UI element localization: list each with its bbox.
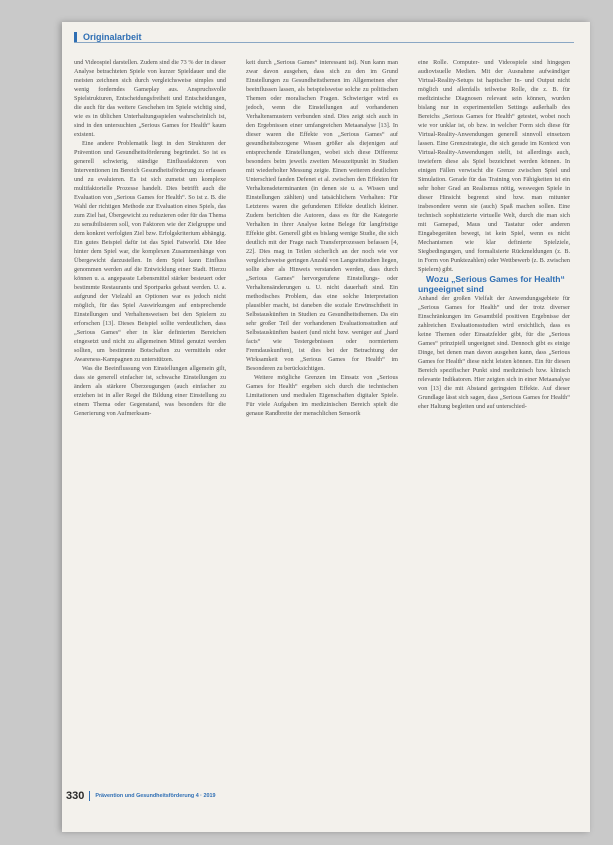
section-heading: Wozu „Serious Games for Health“ ungeeignet sind [418, 274, 565, 294]
header-rule [74, 42, 574, 43]
journal-citation: Prävention und Gesundheitsförderung 4 · 2019 [95, 793, 216, 799]
text-column-3 [418, 58, 570, 411]
journal-page [62, 22, 590, 832]
paragraph: Was die Beeinflussung von Einstellungen allgemein gilt, dass sie generell einfacher ist, schwache Einstellungen zu ändern als stärkere Überzeugungen (auch einfacher zu erziehen ist in aller Regel die Bildung einer Einstellung zu einem Thema oder Gegenstand, was besonders für die Generierung von Aufmerksam- [74, 365, 226, 417]
text-column-1 [74, 58, 226, 418]
text-column-2 [246, 58, 398, 418]
page-number: 330 [66, 790, 85, 802]
paragraph: keit durch „Serious Games“ interessant ist). Nun kann man zwar davon ausgehen, dass sich zu den im Grund Einstellungen zu Gesundheitsthemen im Allgemeinen eher beeinflussen lassen, als beispielsweise solche zu politischen Themen oder moralischen Fragen. Schwieriger wird es jedoch, wenn die Einstellungen auf vorhandenen Verhaltensmustern verbunden sind. Dies zeigt sich auch in den Ergebnissen einer umfangreichen Metaanalyse [13]. In dieser waren die Effekte von „Serious Games“ auf gesundheitsbezogene Wissen größer als diejenigen auf entsprechende Einstellungen, wobei sich diese Differenz besonders beim jeweils zweiten Messzeitpunkt in Studien mit wiederholter Messung zeigte. Einen weiteren deutlichen Unterschied fanden Defenet et al. zwischen den Effekten für Verhaltensdeterminanten (in denen sie u. a. Wissen und Einstellungen zählten) und tatsächlichem Verhalten: Für Letzteres waren die gefundenen Effekte deutlich kleiner. Zudem berichten die Autoren, dass es für die Kategorie Verhalten in ihrer Analyse keine Belege für langfristige Effekte gibt. Generell gibt es bislang wenige Studie, die sich deutlich mit der Frage nach Transferprozessen befassen [4, 22]. Dies mag in Teilen sicherlich an der noch wie vor vergleichsweise geringen Anzahl von Langzeitstudien liegen, sollte aber als Hinweis verstanden werden, dass durch „Serious Games“ hervorgerufene Einstellungs- oder Verhaltensänderungen u. U. nicht dauerhaft sind. Ein methodisches Problem, das eine solche Interpretation plausibler macht, ist daneben die soziale Erwünschtheit in Selbstauskünften in Studien zu Gesundheitsthemen. Da ein sehr großer Teil der vorhandenen Evaluationsstudien auf Selbstauskünften basiert (und nicht bzw. weniger auf „hard facts“ wie Testergebnissen oder normiertem Fremdauskunften), ist dies bei der Betrachtung der Wirksamkeit von „Serious Games for Health“ im Besonderen zu berücksichtigen. [246, 59, 398, 372]
paragraph: Eine andere Problematik liegt in den Strukturen der Prävention und Gesundheitsförderung begründet. So ist es generell schwierig, ständige Einflussfaktoren von Interventionen im Bereich Gesundheitsförderung zu erfassen und zu evaluieren. Es ist sich zumeist um komplexe multifaktorielle Prozesse handelt. Dies betrifft auch die Evaluation von „Serious Games for Health“. So ist z. B. die Wahl der richtigen Methode zur Evaluation eines Spiels, das zum Ziel hat, Übergewicht zu reduzieren oder für das Thema zu sensibilisieren soll, von Faktoren wie der Zielgruppe und dem konkret verfolgten Ziel bzw. Erfolgskriterium abhängig. Ein gutes Beispiel dafür ist das Spiel Fatworld. Die Idee hinter dem Spiel war, die komplexen Zusammenhänge von Übergewicht darzustellen. In dem Spiel kann Einfluss genommen werden auf die Entwicklung einer Stadt. Hierzu können u. a. angepasste Lebensmittel stärker besteuert oder bestimmte Restaurants und Sportparks gebaut werden. U. a. aufgrund der Vielzahl an Optionen war es jedoch nicht möglich, für das Spiel Auswirkungen auf entsprechende Einstellungen und Verhaltensweisen bei den Spielern zu erforschen [13]. Dieses Beispiel sollte verdeutlichen, dass „Serious Games“ eher in klar definierten Bereichen eingesetzt und nicht zu allgemeinen Mittel genutzt werden sollten, um bestimmte Botschaften zu vermitteln oder Awareness-Kampagnen zu unterstützen. [74, 140, 226, 363]
page-footer [66, 790, 215, 802]
paragraph: Weitere mögliche Grenzen im Einsatz von „Serious Games for Health“ ergeben sich durch die technischen Limitationen und medialen Eigenschaften digitaler Spiele. Für viele Aufgaben im medizinischen Bereich spielt die genaue Randbreite der menschlichen Sensorik [246, 374, 398, 417]
paragraph: und Videospiel darstellen. Zudem sind die 73 % der in dieser Analyse betrachteten Spiele von kurzer Spieldauer und die meisten zeichnen sich durch vergleichsweise simples und wenig forderndes Gameplay aus. Anspruchsvolle Spielstrukturen, Entscheidungsfreiheit und Entscheidungen, die auch für das weitere Geschehen im Spiele wichtig sind, wie es in üblichen Unterhaltungsspielen wahrscheinlich ist, sind in den untersuchten „Serious Games for Health“ kaum existent. [74, 59, 226, 138]
footer-divider [89, 791, 90, 801]
paragraph: eine Rolle. Computer- und Videospiele sind hingegen audiovisuelle Medien. Mit der Ausnahme aufwändiger Virtual-Reality-Setups ist haptischer In- und Output nicht möglich und allenfalls teilweise Rolle, die z. B. für medizinische Diagnosen relevant sein können, wurden bislang nur in experimentellen Settings außerhalb des Bereichs „Serious Games for Health“ getestet, wobei noch wie vor unklar ist, ob bzw. in welcher Form sich diese für Virtual-Reality-Anwendungen generell sinnvoll einsetzen lassen. Eine Grenzstrategie, die sich gerade im Kontext von Virtual-Reality-Anwendungen stellt, ist allerdings auch, inwiefern diese als Spiel bezeichnet werden können. In einigen Fällen verwischt die Grenze zwischen Spiel und Simulation. Gerade für das Training von Fähigkeiten ist ein sehr hoher Grad an Realismus nötig, weswegen Spiele in dieser Hinsicht begrenzt sind bzw. man mitunter insbesondere wenn sie (auch) Spaß machen sollen. Eine technisch sophistizierte virtuelle Welt, durch die man sich mit Gamepad, Maus und Tastatur oder anderen Eingabegeräten bewegt, ist kein Spiel, wenn es nicht Mechanismen wie klar definierte Spielziele, Siegbedingungen, und formalisierte Rückmeldungen (z. B. in Form von Punktezahlen) oder Wettbewerb (z. B. zwischen Spielern) gibt. [418, 59, 570, 273]
section-label: Originalarbeit [74, 32, 146, 42]
paragraph: Anhand der großen Vielfalt der Anwendungsgebiete für „Serious Games for Health“ und der trotz diverser Einschränkungen im Gesamtbild positiven Ergebnisse der zahlreichen Evaluationsstudien wird ersichtlich, dass es keine Themen oder Einsatzfelder gibt, für die „Serious Games“ prinzipiell ungeeignet sind. Dennoch gibt es einige Dinge, bei denen man davon ausgehen kann, dass „Serious Games for Health“ diese nicht leisten können. Ein für diesen Bereich spezifischer Punkt sind medizinisch bzw. klinisch relevante Indikatoren. Hier zeigten sich in einer Metaanalyse von [13] die mit Abstand geringsten Effekte. Auf dieser Grundlage lässt sich sagen, dass „Serious Games for Health“ eher Haltung begleiten und auf unterschied- [418, 295, 570, 410]
